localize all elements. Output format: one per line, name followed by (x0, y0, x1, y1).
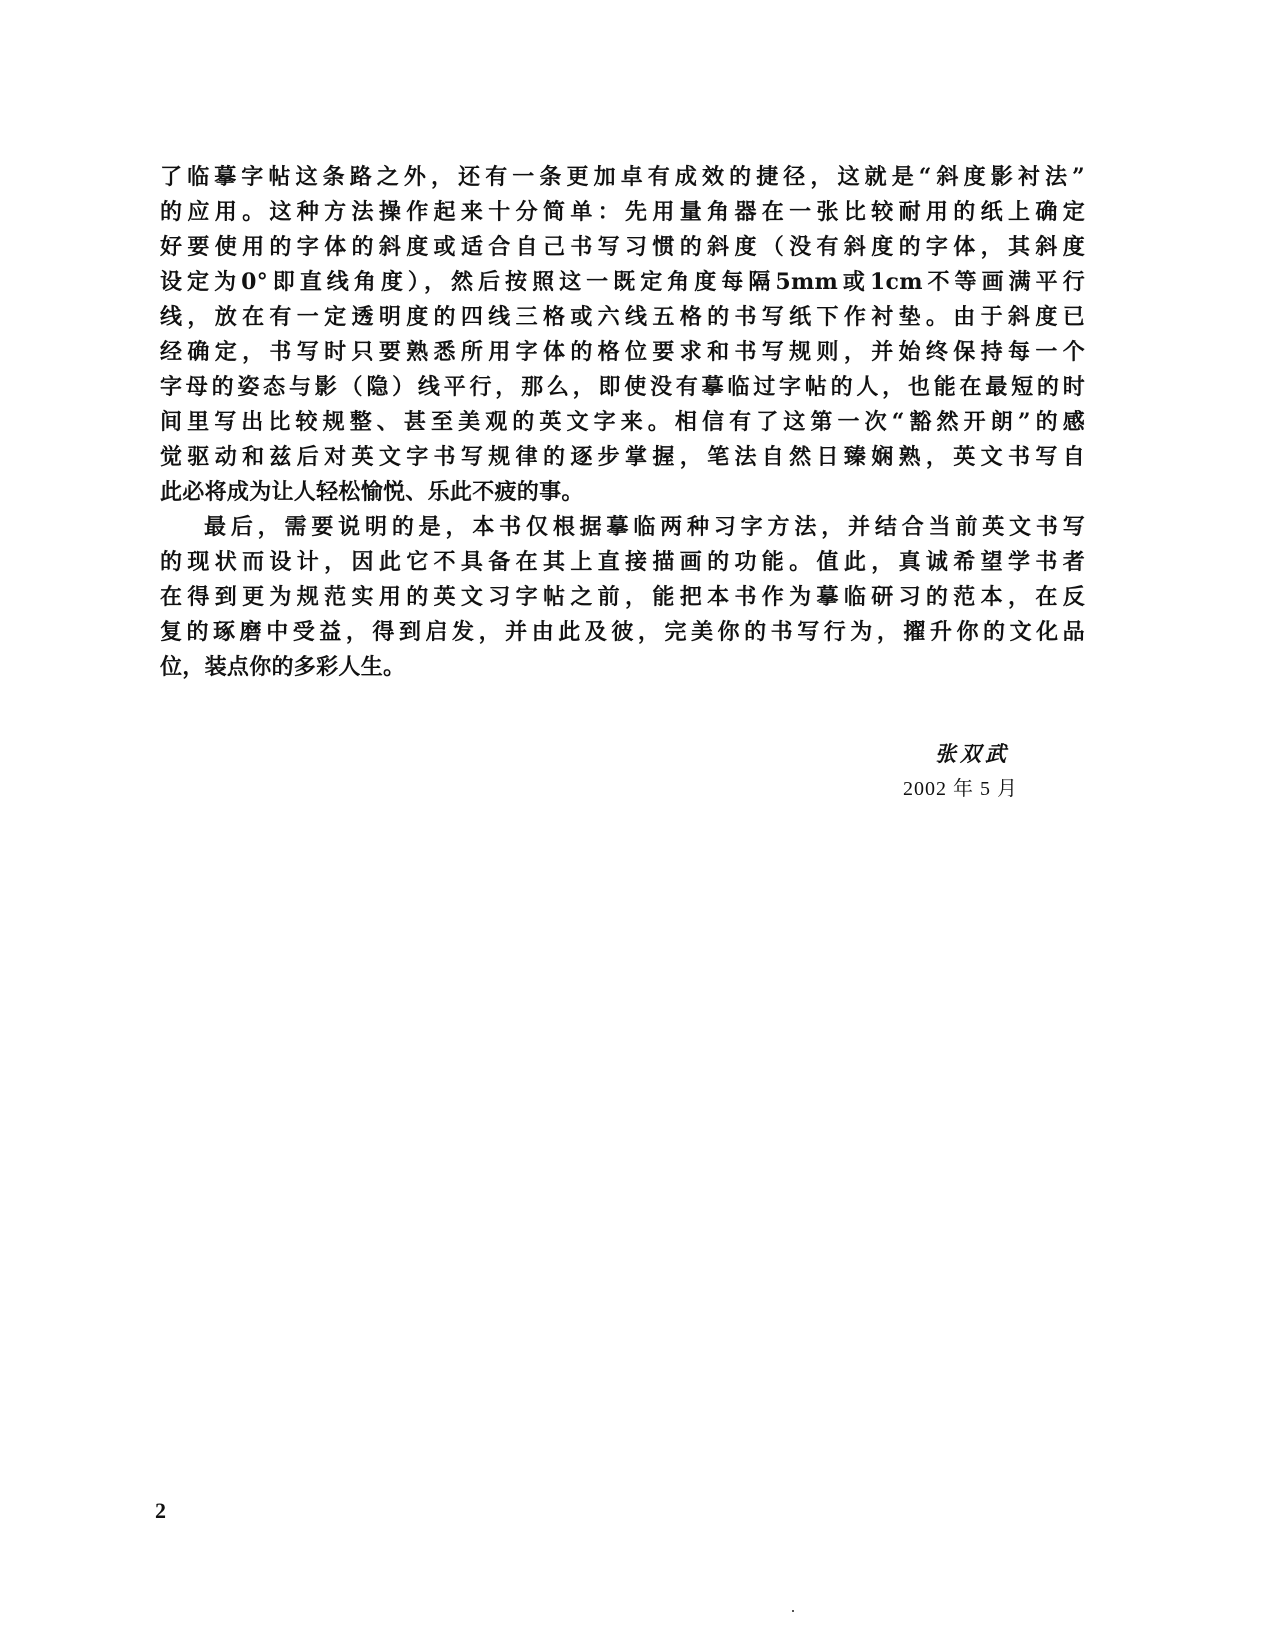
text-line: 设定为0°即直线角度），然后按照这一既定角度每隔5mm或1cm不等画满平行 (160, 269, 1085, 295)
date-line: 2002 年 5 月 (903, 778, 1018, 800)
text-line: 位，装点你的多彩人生。 (160, 654, 406, 680)
text-line: 线，放在有一定透明度的四线三格或六线五格的书写纸下作衬垫。由于斜度已 (160, 304, 1085, 330)
text-line: 的应用。这种方法操作起来十分简单：先用量角器在一张比较耐用的纸上确定 (160, 199, 1085, 225)
text-line: 间里写出比较规整、甚至美观的英文字来。相信有了这第一次“豁然开朗”的感 (160, 409, 1085, 435)
text-line: 觉驱动和兹后对英文字书写规律的逐步掌握，笔法自然日臻娴熟，英文书写自 (160, 444, 1085, 470)
text-line: 了临摹字帖这条路之外，还有一条更加卓有成效的捷径，这就是“斜度影衬法” (160, 164, 1085, 190)
scan-speck (792, 1610, 794, 1612)
paragraph-1 (160, 160, 1085, 510)
text-line: 在得到更为规范实用的英文习字帖之前，能把本书作为摹临研习的范本，在反 (160, 584, 1085, 610)
page-number: 2 (155, 1498, 166, 1523)
text-line: 的现状而设计，因此它不具备在其上直接描画的功能。值此，真诚希望学书者 (160, 549, 1085, 575)
text-line: 最后，需要说明的是，本书仅根据摹临两种习字方法，并结合当前英文书写 (204, 514, 1085, 540)
body-text (160, 160, 1085, 685)
text-line: 字母的姿态与影（隐）线平行，那么，即使没有摹临过字帖的人，也能在最短的时 (160, 374, 1085, 400)
paragraph-2 (160, 510, 1085, 685)
text-line: 此必将成为让人轻松愉悦、乐此不疲的事。 (160, 479, 584, 505)
text-line: 复的琢磨中受益，得到启发，并由此及彼，完美你的书写行为，擢升你的文化品 (160, 619, 1085, 645)
text-line: 经确定，书写时只要熟悉所用字体的格位要求和书写规则，并始终保持每一个 (160, 339, 1085, 365)
author-signature: 张双武 (935, 741, 1010, 766)
text-line: 好要使用的字体的斜度或适合自己书写习惯的斜度（没有斜度的字体，其斜度 (160, 234, 1085, 260)
